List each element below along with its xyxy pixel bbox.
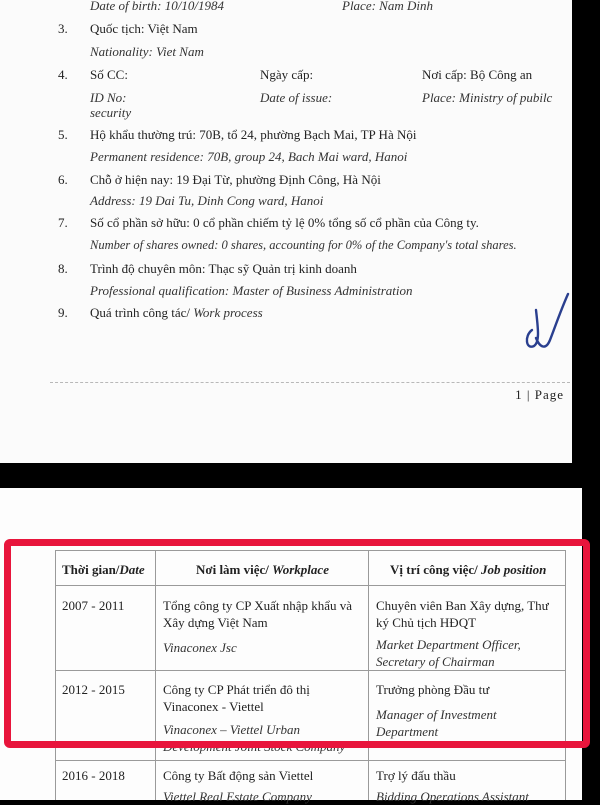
table-cell-workplace: Tổng công ty CP Xuất nhập khẩu và Xây dựng Việt Nam Vinaconex Jsc xyxy=(163,598,353,655)
highlight-box xyxy=(4,539,590,748)
shares-owned-en: Number of shares owned: 0 shares, accounting for 0% of the Company's total shares. xyxy=(90,238,517,252)
nationality-vi: Quốc tịch: Việt Nam xyxy=(90,21,198,36)
date-of-birth: Date of birth: 10/10/1984 xyxy=(90,0,224,13)
issue-place-en-cont: security xyxy=(90,105,132,120)
page-gap xyxy=(0,463,600,488)
table-header-position: Vị trí công việc/ Job position xyxy=(390,562,547,577)
shares-owned-vi: Số cổ phần sở hữu: 0 cổ phần chiếm tỷ lệ 0% tổng số cổ phần của Công ty. xyxy=(90,215,479,230)
table-header-workplace: Nơi làm việc/ Workplace xyxy=(196,562,329,577)
issue-place-vi: Nơi cấp: Bộ Công an xyxy=(422,67,533,82)
place-of-birth: Place: Nam Dinh xyxy=(342,0,433,13)
table-cell-date: 2007 - 2011 xyxy=(62,598,125,613)
work-process-heading xyxy=(90,305,263,321)
item-number: 6. xyxy=(58,172,68,187)
signature-mark xyxy=(518,290,572,360)
issue-place-en: Place: Ministry of pubilc xyxy=(422,90,553,105)
issue-date-vi: Ngày cấp: xyxy=(260,67,314,82)
id-no-vi: Số CC: xyxy=(90,67,128,82)
work-process-en: Work process xyxy=(193,305,263,320)
item-number: 8. xyxy=(58,261,68,276)
qualification-en: Professional qualification: Master of Business Administration xyxy=(90,283,413,298)
item-number: 3. xyxy=(58,21,68,36)
address-vi: Chỗ ở hiện nay: 19 Đại Từ, phường Định Công, Hà Nội xyxy=(90,172,381,187)
table-cell-date: 2012 - 2015 xyxy=(62,682,125,697)
issue-date-en: Date of issue: xyxy=(260,90,333,105)
nationality-en: Nationality: Viet Nam xyxy=(90,44,204,59)
qualification-vi: Trình độ chuyên môn: Thạc sỹ Quản trị kinh doanh xyxy=(90,261,357,276)
table-cell-workplace: Công ty Bất động sản Viettel Viettel Real Estate Company xyxy=(163,768,314,804)
table-cell-position: Trưởng phòng Đầu tư Manager of Investment Department xyxy=(376,682,497,739)
id-no-en: ID No: xyxy=(90,90,127,105)
item-number: 7. xyxy=(58,215,68,230)
table-row-divider xyxy=(55,760,565,761)
table-cell-position: Chuyên viên Ban Xây dựng, Thư ký Chủ tịch HĐQT Market Department Officer, Secretary of Chairman xyxy=(376,598,549,669)
work-process-vi: Quá trình công tác/ xyxy=(90,305,190,320)
item-number: 4. xyxy=(58,67,68,82)
page-footer-divider xyxy=(50,382,570,383)
table-header-date: Thời gian/Date xyxy=(62,562,145,577)
table-cell-position: Trợ lý đấu thầu Bidding Operations Assistant xyxy=(376,768,529,804)
address-en: Address: 19 Dai Tu, Dinh Cong ward, Hanoi xyxy=(90,193,324,208)
page-number: 1 | Page xyxy=(515,387,564,402)
table-cell-date: 2016 - 2018 xyxy=(62,768,125,783)
item-number: 5. xyxy=(58,127,68,142)
table-cell-workplace: Công ty CP Phát triển đô thị Vinaconex - Viettel Vinaconex – Viettel Urban Development Joint Stock Company xyxy=(163,682,346,754)
item-number: 9. xyxy=(58,305,68,320)
permanent-residence-en: Permanent residence: 70B, group 24, Bach Mai ward, Hanoi xyxy=(90,149,408,164)
permanent-residence-vi: Hộ khẩu thường trú: 70B, tổ 24, phường Bạch Mai, TP Hà Nội xyxy=(90,127,417,142)
